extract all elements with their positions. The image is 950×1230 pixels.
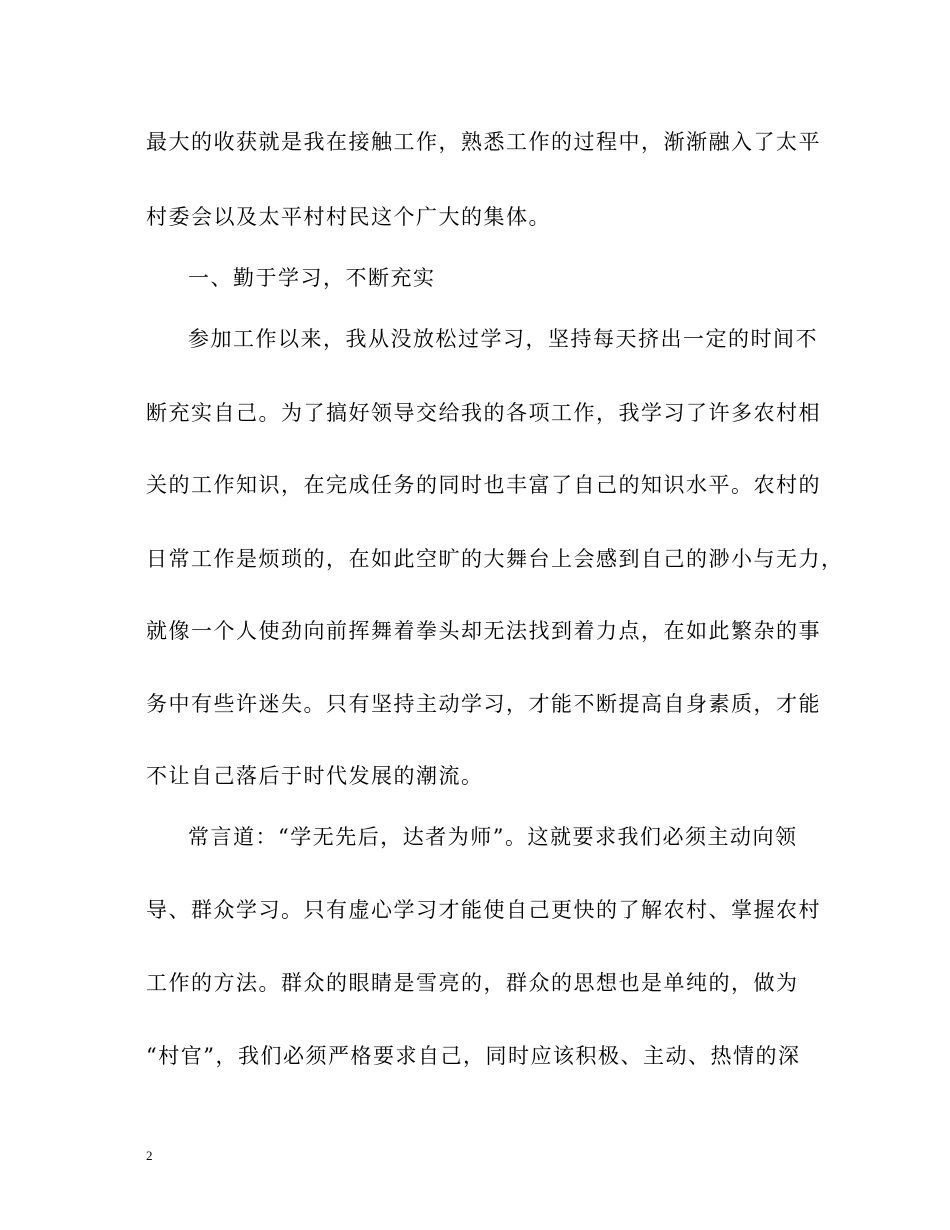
text-line: 村委会以及太平村村民这个广大的集体。 [146, 205, 551, 229]
text-line: “村官”，我们必须严格要求自己，同时应该积极、主动、热情的深 [146, 1044, 801, 1068]
text-line: 就像一个人使劲向前挥舞着拳头却无法找到着力点，在如此繁杂的事 [146, 619, 821, 643]
text-line: 导、群众学习。只有虚心学习才能使自己更快的了解农村、掌握农村 [146, 898, 821, 922]
text-line: 参加工作以来，我从没放松过学习，坚持每天挤出一定的时间不 [188, 327, 818, 351]
text-line: 工作的方法。群众的眼睛是雪亮的，群众的思想也是单纯的，做为 [146, 971, 799, 995]
text-line: 常言道：“学无先后，达者为师”。这就要求我们必须主动向领 [188, 825, 798, 849]
text-line: 不让自己落后于时代发展的潮流。 [146, 764, 484, 788]
section-heading: 一、勤于学习，不断充实 [188, 266, 436, 290]
page-number: 2 [146, 1148, 153, 1163]
text-line: 断充实自己。为了搞好领导交给我的各项工作，我学习了许多农村相 [146, 401, 821, 425]
text-line: 最大的收获就是我在接触工作，熟悉工作的过程中，渐渐融入了太平 [146, 130, 821, 154]
text-line: 关的工作知识，在完成任务的同时也丰富了自己的知识水平。农村的 [146, 473, 821, 497]
text-line: 务中有些许迷失。只有坚持主动学习，才能不断提高自身素质，才能 [146, 692, 821, 716]
text-line: 日常工作是烦琐的，在如此空旷的大舞台上会感到自己的渺小与无力， [146, 547, 844, 571]
